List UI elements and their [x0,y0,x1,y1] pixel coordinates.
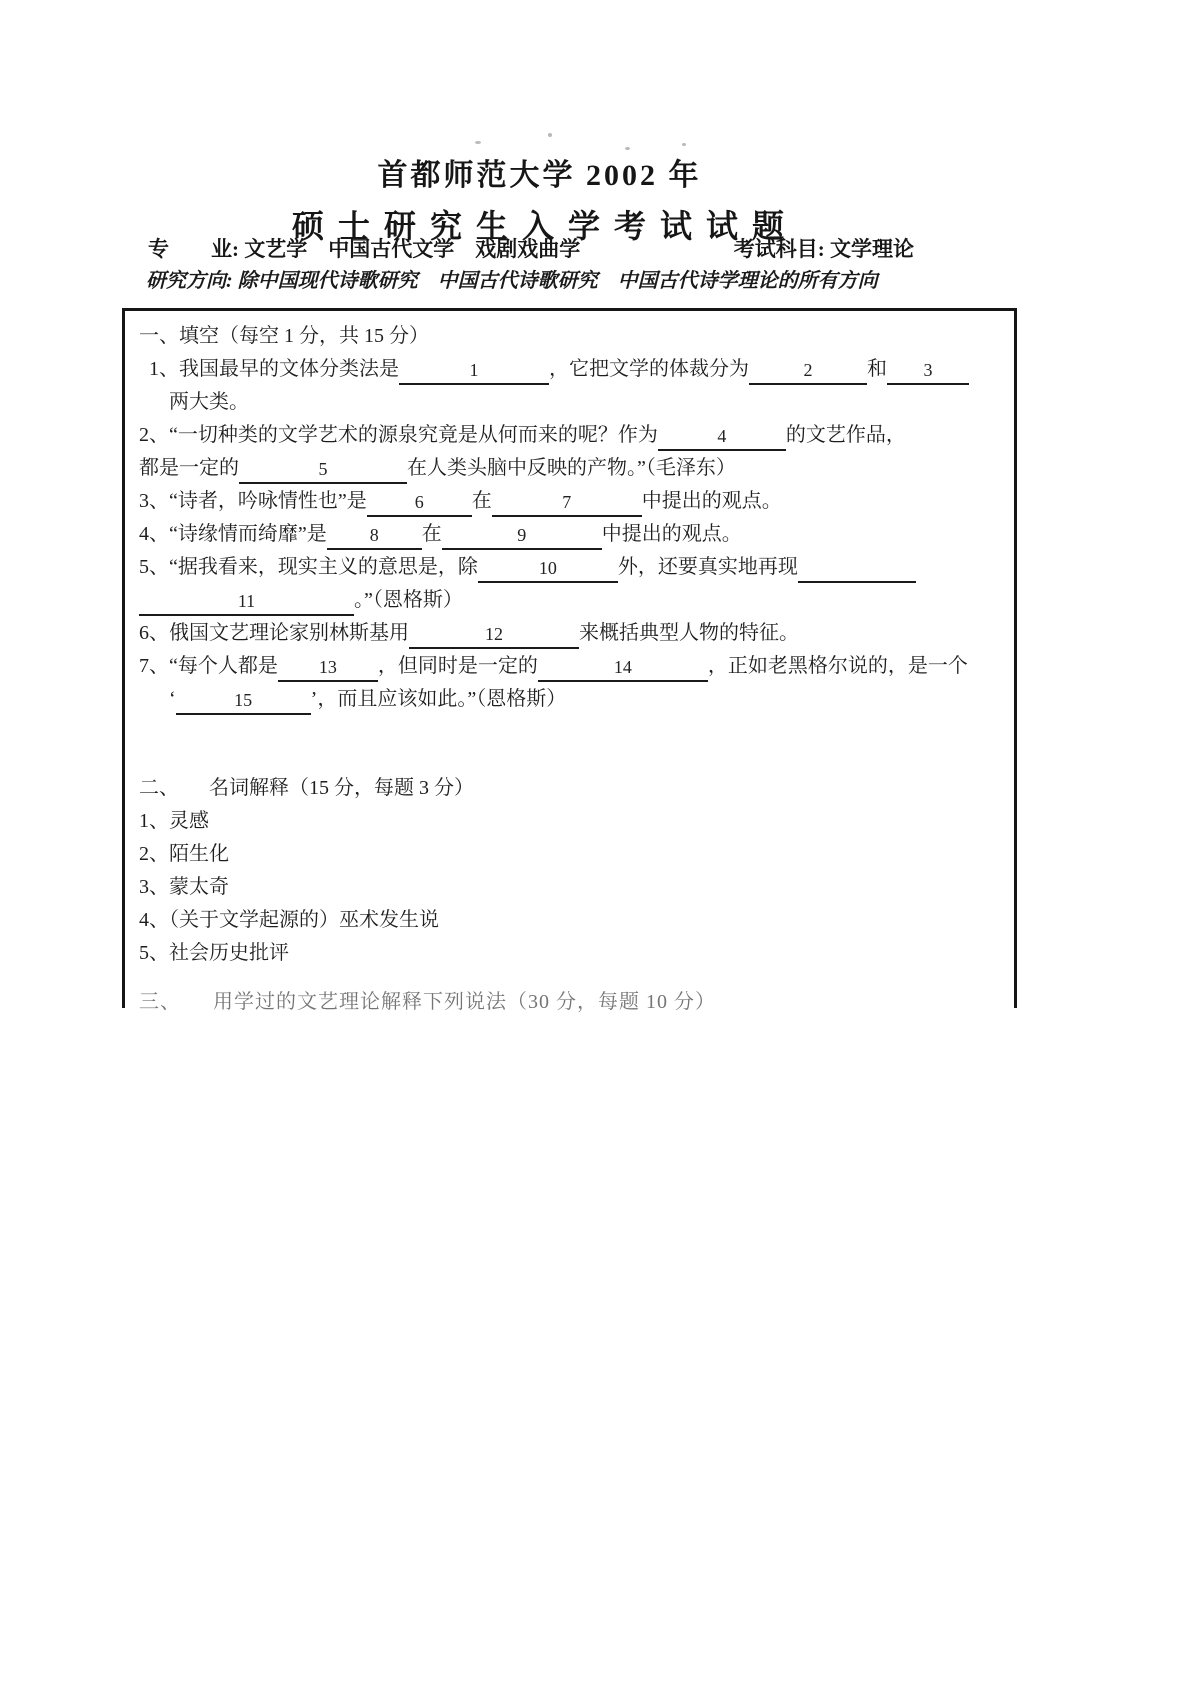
blank-4: 4 [658,423,786,451]
question-box [122,308,1017,1013]
text-segment: ，它把文学的体裁分为 [549,358,749,380]
text-segment: 3、“诗者，吟咏情性也”是 [139,490,367,512]
paper-line [139,772,998,805]
subject-field [734,233,914,263]
paper-line [139,871,998,904]
text-segment: 两大类。 [169,391,249,413]
text-segment: ’，而且应该如此。”（恩格斯） [310,688,567,710]
paper-line [139,683,998,716]
blank-6: 6 [367,489,472,517]
major-value: 文艺学 中国古代文学 戏剧戏曲学 [244,237,581,261]
blank-15: 15 [176,687,311,715]
text-segment: 二、 名词解释（15 分，每题 3 分） [139,777,474,799]
text-segment: 在 [471,490,492,512]
text-segment: 在 [421,523,442,545]
text-segment: 2、“一切种类的文学艺术的源泉究竟是从何而来的呢？作为 [139,424,658,446]
research-direction-line [146,264,956,293]
text-segment: ，但同时是一定的 [377,655,538,677]
blank-7: 7 [492,489,642,517]
paper-line [139,584,998,617]
paper-line [139,838,998,871]
paper-line [139,419,998,452]
major-subject-line [148,233,914,263]
blank-13: 13 [278,654,378,682]
subject-value: 文学理论 [830,237,914,261]
blank-11: 11 [139,588,354,616]
blank-10: 10 [478,555,618,583]
text-segment: 7、“每个人都是 [139,655,278,677]
text-segment: 。”（恩格斯） [354,589,463,611]
page-title: 首都师范大学 2002 年 [377,159,702,192]
text-segment: ，正如老黑格尔说的，是一个 [707,655,968,677]
paper-line [139,805,998,838]
major-label: 专 业: [148,237,239,261]
text-segment: 的文艺作品， [785,424,906,446]
text-segment: 中提出的观点。 [641,490,782,512]
direction-value: 除中国现代诗歌研究 中国古代诗歌研究 中国古代诗学理论的所有方向 [237,270,878,292]
text-segment: 3、蒙太奇 [139,876,229,898]
direction-label: 研究方向: [146,270,233,292]
text-segment: 4、“诗缘情而绮靡”是 [139,523,327,545]
text-segment: ‘ [169,688,176,710]
paper-line [139,353,998,386]
paper-line [139,551,998,584]
text-segment: 5、社会历史批评 [139,942,289,964]
text-segment: 都是一定的 [139,457,239,479]
blank-3: 3 [887,357,969,385]
text-segment: 5、“据我看来，现实主义的意思是，除 [139,556,478,578]
blank-segment [798,555,916,583]
subject-label: 考试科目: [733,237,825,261]
blank-12: 12 [409,621,579,649]
paper-line [139,485,998,518]
text-segment: 2、陌生化 [139,843,229,865]
text-segment: 一、填空（每空 1 分，共 15 分） [139,325,429,347]
paper-line [139,386,998,419]
paper-line [139,937,998,970]
paper-line [139,650,998,683]
text-segment: 4、（关于文学起源的）巫术发生说 [139,909,439,931]
paper-line [139,904,998,937]
paper-line [139,518,998,551]
text-segment: 三、 用学过的文艺理论解释下列说法（30 分，每题 10 分） [139,991,716,1013]
text-segment: 1、我国最早的文体分类法是 [149,358,399,380]
text-segment: 6、俄国文艺理论家别林斯基用 [139,622,409,644]
text-segment: 1、灵感 [139,810,209,832]
blank-5: 5 [239,456,407,484]
blank-8: 8 [327,522,422,550]
text-segment: 来概括典型人物的特征。 [579,622,799,644]
text-segment: 外，还要真实地再现 [617,556,798,578]
page-subtitle: 硕 士 研 究 生 入 学 考 试 试 题 [291,208,787,244]
scan-artifact [475,141,481,144]
scan-artifact [682,143,686,146]
text-segment: 在人类头脑中反映的产物。”（毛泽东） [407,457,736,479]
major-field [148,233,580,263]
paper-line [139,320,998,353]
question-lines [139,320,998,1019]
paper-line [139,986,998,1019]
blank-14: 14 [538,654,708,682]
blank-2: 2 [749,357,867,385]
text-segment: 和 [867,358,887,380]
blank-9: 9 [442,522,602,550]
scan-artifact [548,133,552,137]
blank-1: 1 [399,357,549,385]
paper-line [139,452,998,485]
text-segment: 中提出的观点。 [601,523,742,545]
paper-line [139,617,998,650]
